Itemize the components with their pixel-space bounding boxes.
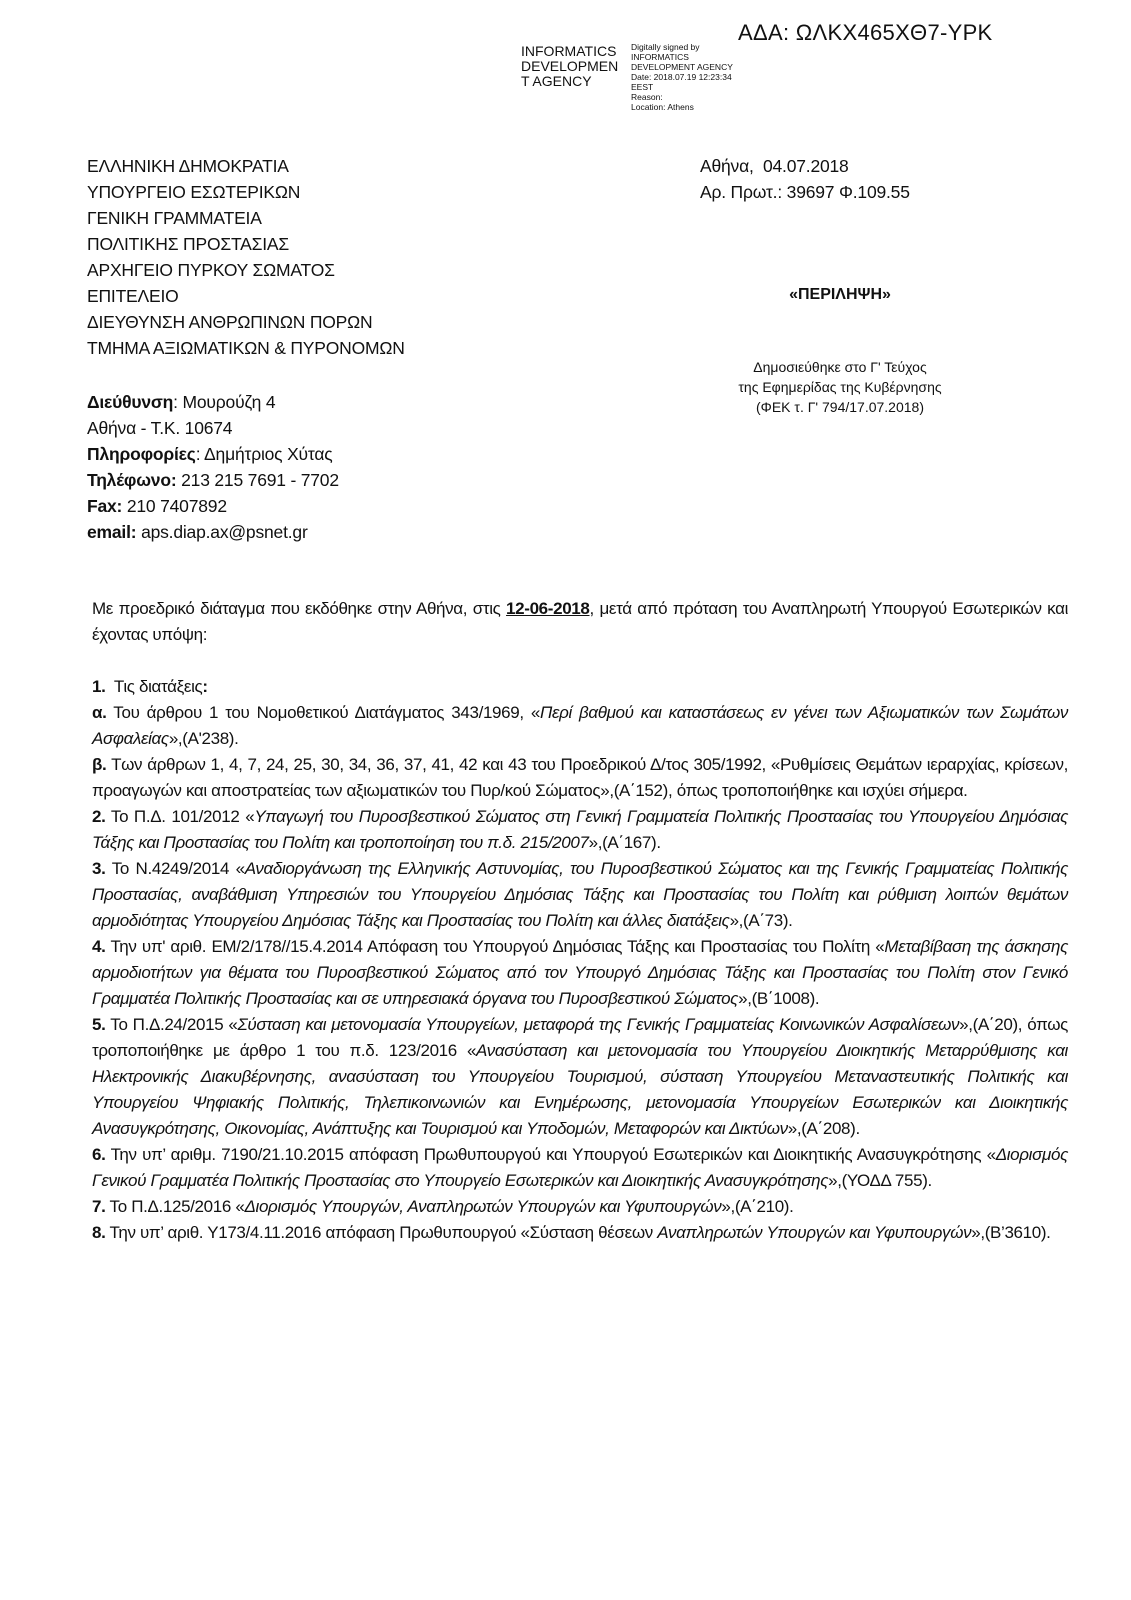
text: »,(Α΄20), όπως τροποποιήθηκε με άρθρο 1 του π.δ. 123/2016 « xyxy=(92,1015,1073,1060)
text: Την υπ’ αριθμ. 7190/21.10.2015 απόφαση Πρωθυπουργού και Υπουργού Εσωτερικών και Διοικητικής Ανασυγκρότησης « xyxy=(105,1145,996,1164)
contact-row xyxy=(87,519,339,545)
contact-value: aps.diap.ax@psnet.gr xyxy=(141,522,308,542)
considerations-item xyxy=(92,700,1072,752)
sender-line: ΓΕΝΙΚΗ ΓΡΑΜΜΑΤΕΙΑ xyxy=(87,208,262,228)
italic-text: Περί βαθμού και καταστάσεως εν γένει των Αξιωματικών των Σωμάτων Ασφαλείας xyxy=(92,703,1072,748)
sender-line: ΕΠΙΤΕΛΕΙΟ xyxy=(87,286,179,306)
bold-text: 2. xyxy=(92,807,106,826)
bold-text: : xyxy=(202,677,208,696)
considerations-item xyxy=(92,752,1073,804)
contact-info xyxy=(87,389,339,545)
considerations-item xyxy=(92,1012,1073,1142)
publication-note xyxy=(700,357,980,417)
considerations-item xyxy=(92,1142,1073,1194)
summary-label: «ΠΕΡΙΛΗΨΗ» xyxy=(789,286,891,303)
signature-name-line: T AGENCY xyxy=(521,73,592,89)
document-body xyxy=(92,596,1073,1246)
italic-text: Υπαγωγή του Πυροσβεστικού Σώματος στη Γενική Γραμματεία Πολιτικής Προστασίας του Υπουργείου Δημόσιας Τάξης και Προστασίας του Πολίτη και τροποποίηση του π.δ. 215/2007 xyxy=(92,807,1073,852)
contact-value: Μουρούζη 4 xyxy=(182,392,276,412)
italic-text: Μεταβίβαση της άσκησης αρμοδιοτήτων για θέματα του Πυροσβεστικού Σώματος από τον Υπουργό Δημόσιας Τάξης και Προστασίας του Πολίτη στον Γενικό Γραμματέα Πολιτικής Προστασίας και σε υπηρεσιακά όργανα του Πυροσβεστικού Σώματος xyxy=(92,937,1073,1008)
considerations-item xyxy=(92,674,1068,700)
signature-detail-line: Date: 2018.07.19 12:23:34 xyxy=(631,72,732,82)
text: »,(Β’3610). xyxy=(971,1223,1051,1242)
considerations-item xyxy=(92,934,1073,1012)
text: »,(Β΄1008). xyxy=(738,989,820,1008)
contact-row xyxy=(87,467,339,493)
text: Του άρθρου 1 του Νομοθετικού Διατάγματος 343/1969, « xyxy=(106,703,540,722)
text: »,(Α΄210). xyxy=(721,1197,794,1216)
bold-text: 3. xyxy=(92,859,106,878)
contact-row xyxy=(87,389,339,415)
contact-label: Fax: xyxy=(87,496,123,516)
italic-text: Αναπληρωτών Υπουργών και Υφυπουργών xyxy=(657,1223,972,1242)
contact-row xyxy=(87,415,339,441)
signature-detail-line: Digitally signed by xyxy=(631,42,700,52)
text: Τις διατάξεις xyxy=(105,677,203,696)
contact-label: Πληροφορίες xyxy=(87,444,196,464)
text: Το Π.Δ.24/2015 « xyxy=(105,1015,238,1034)
signature-name-line: DEVELOPMEN xyxy=(521,58,619,74)
text: »,(Α΄208). xyxy=(787,1119,860,1138)
bold-text: 8. xyxy=(92,1223,106,1242)
italic-text: Ανασύσταση και μετονομασία του Υπουργείου Διοικητικής Μεταρρύθμισης και Ηλεκτρονικής Διακυβέρνησης, ανασύσταση του Υπουργείου Τουρισμού, σύσταση Υπουργείου Μεταναστευτικής Πολιτικής και Υπουργείου Ψηφιακής Πολιτικής, Τηλεπικοινωνιών και Ενημέρωσης, μετονομασία Υπουργείων Εσωτερικών και Διοικητικής Ανασυγκρότησης, Οικονομίας, Ανάπτυξης και Τουρισμού και Υποδομών, Μεταφορών και Δικτύων xyxy=(92,1041,1073,1138)
italic-text: Αναδιοργάνωση της Ελληνικής Αστυνομίας, του Πυροσβεστικού Σώματος και της Γενικής Γραμματείας Πολιτικής Προστασίας, αναβάθμιση Υπηρεσιών του Υπουργείου Δημόσιας Τάξης και Προστασίας του Πολίτη και ρύθμιση λοιπών θεμάτων αρμοδιότητας Υπουργείου Δημόσιας Τάξης και Προστασίας του Πολίτη και άλλες διατάξεις xyxy=(92,859,1073,930)
ada-code: ΑΔΑ: ΩΛΚΧ465ΧΘ7-ΥΡΚ xyxy=(738,20,993,45)
contact-value: 213 215 7691 - 7702 xyxy=(181,470,339,490)
italic-text: Σύσταση και μετονομασία Υπουργείων, μεταφορά της Γενικής Γραμματείας Κοινωνικών Ασφαλίσεων xyxy=(237,1015,960,1034)
contact-sep: : xyxy=(195,444,205,464)
sender-line: ΕΛΛΗΝΙΚΗ ΔΗΜΟΚΡΑΤΙΑ xyxy=(87,156,289,176)
sender-line: ΥΠΟΥΡΓΕΙΟ ΕΣΩΤΕΡΙΚΩΝ xyxy=(87,182,301,202)
contact-value: Δημήτριος Χύτας xyxy=(204,444,333,464)
contact-label: email: xyxy=(87,522,137,542)
text: Το Ν.4249/2014 « xyxy=(105,859,245,878)
italic-text: Διορισμός Υπουργών, Αναπληρωτών Υπουργών και Υφυπουργών xyxy=(244,1197,722,1216)
text: »,(Α΄167). xyxy=(588,833,661,852)
contact-value: Αθήνα - Τ.Κ. 10674 xyxy=(87,418,233,438)
considerations-item xyxy=(92,1194,1068,1220)
sender-header xyxy=(87,153,405,361)
protocol-line: Αρ. Πρωτ.: 39697 Φ.109.55 xyxy=(700,182,910,202)
text: »,(ΥΟΔΔ 755). xyxy=(828,1171,932,1190)
text: Την υπ’ αριθ. Υ173/4.11.2016 απόφαση Πρωθυπουργού «Σύσταση θέσεων xyxy=(105,1223,658,1242)
date-highlight: 12-06-2018 xyxy=(506,599,590,618)
signature-detail-line: EEST xyxy=(631,82,654,92)
signature-detail-line: DEVELOPMENT AGENCY xyxy=(631,62,733,72)
text: , μετά από πρόταση του Αναπληρωτή Υπουργού Εσωτερικών και έχοντας υπόψη: xyxy=(92,599,1073,644)
considerations-item xyxy=(92,804,1073,856)
publication-line: της Εφημερίδας της Κυβέρνησης xyxy=(738,379,942,395)
sender-line: ΤΜΗΜΑ ΑΞΙΩΜΑΤΙΚΩΝ & ΠΥΡΟΝΟΜΩΝ xyxy=(87,338,405,358)
text: Την υπ' αριθ. ΕΜ/2/178//15.4.2014 Απόφαση του Υπουργού Δημόσιας Τάξης και Προστασίας του Πολίτη « xyxy=(105,937,885,956)
bold-text: β. xyxy=(92,755,107,774)
signature-detail-line: Reason: xyxy=(631,92,663,102)
publication-line: (ΦΕΚ τ. Γ' 794/17.07.2018) xyxy=(756,399,924,415)
signature-detail-line: Location: Athens xyxy=(631,102,694,112)
signature-detail-line: INFORMATICS xyxy=(631,52,689,62)
bold-text: 4. xyxy=(92,937,106,956)
date-protocol xyxy=(700,153,910,205)
text: Των άρθρων 1, 4, 7, 24, 25, 30, 34, 36, 37, 41, 42 και 43 του Προεδρικού Δ/τος 305/1992, «Ρυθμίσεις Θεμάτων ιεραρχίας, κρίσεων, προαγωγών και αποστρατείας των αξιωματικών του Πυρ/κού Σώματος»,(Α΄152), όπως τροποποιήθηκε και ισχύει σήμερα. xyxy=(92,755,1073,800)
sender-line: ΔΙΕΥΘΥΝΣΗ ΑΝΘΡΩΠΙΝΩΝ ΠΟΡΩΝ xyxy=(87,312,373,332)
text: Το Π.Δ.125/2016 « xyxy=(105,1197,245,1216)
text: »,(Α'238). xyxy=(168,729,239,748)
bold-text: 6. xyxy=(92,1145,106,1164)
publication-line: Δημοσιεύθηκε στο Γ' Τεύχος xyxy=(753,359,927,375)
date-line: Αθήνα, 04.07.2018 xyxy=(700,156,849,176)
text: »,(Α΄73). xyxy=(729,911,793,930)
contact-row xyxy=(87,441,339,467)
contact-label: Τηλέφωνο: xyxy=(87,470,177,490)
text: Με προεδρικό διάταγμα που εκδόθηκε στην Αθήνα, στις xyxy=(92,599,507,618)
signature-details xyxy=(631,42,751,112)
signature-name xyxy=(521,44,626,89)
considerations-item xyxy=(92,1220,1068,1246)
signature-name-line: INFORMATICS xyxy=(521,43,617,59)
contact-label: Διεύθυνση xyxy=(87,392,174,412)
sender-line: ΑΡΧΗΓΕΙΟ ΠΥΡΚΟΥ ΣΩΜΑΤΟΣ xyxy=(87,260,335,280)
bold-text: 7. xyxy=(92,1197,106,1216)
italic-text: Διορισμός Γενικού Γραμματέα Πολιτικής Προστασίας στο Υπουργείο Εσωτερικών και Διοικητικής Ανασυγκρότησης xyxy=(92,1145,1073,1190)
contact-sep: : xyxy=(173,392,183,412)
contact-value: 210 7407892 xyxy=(126,496,227,516)
sender-line: ΠΟΛΙΤΙΚΗΣ ΠΡΟΣΤΑΣΙΑΣ xyxy=(87,234,290,254)
text: Το Π.Δ. 101/2012 « xyxy=(105,807,255,826)
bold-text: 1. xyxy=(92,677,106,696)
considerations-item xyxy=(92,856,1073,934)
intro-paragraph xyxy=(92,596,1073,648)
bold-text: 5. xyxy=(92,1015,106,1034)
contact-row xyxy=(87,493,339,519)
bold-text: α. xyxy=(92,703,107,722)
